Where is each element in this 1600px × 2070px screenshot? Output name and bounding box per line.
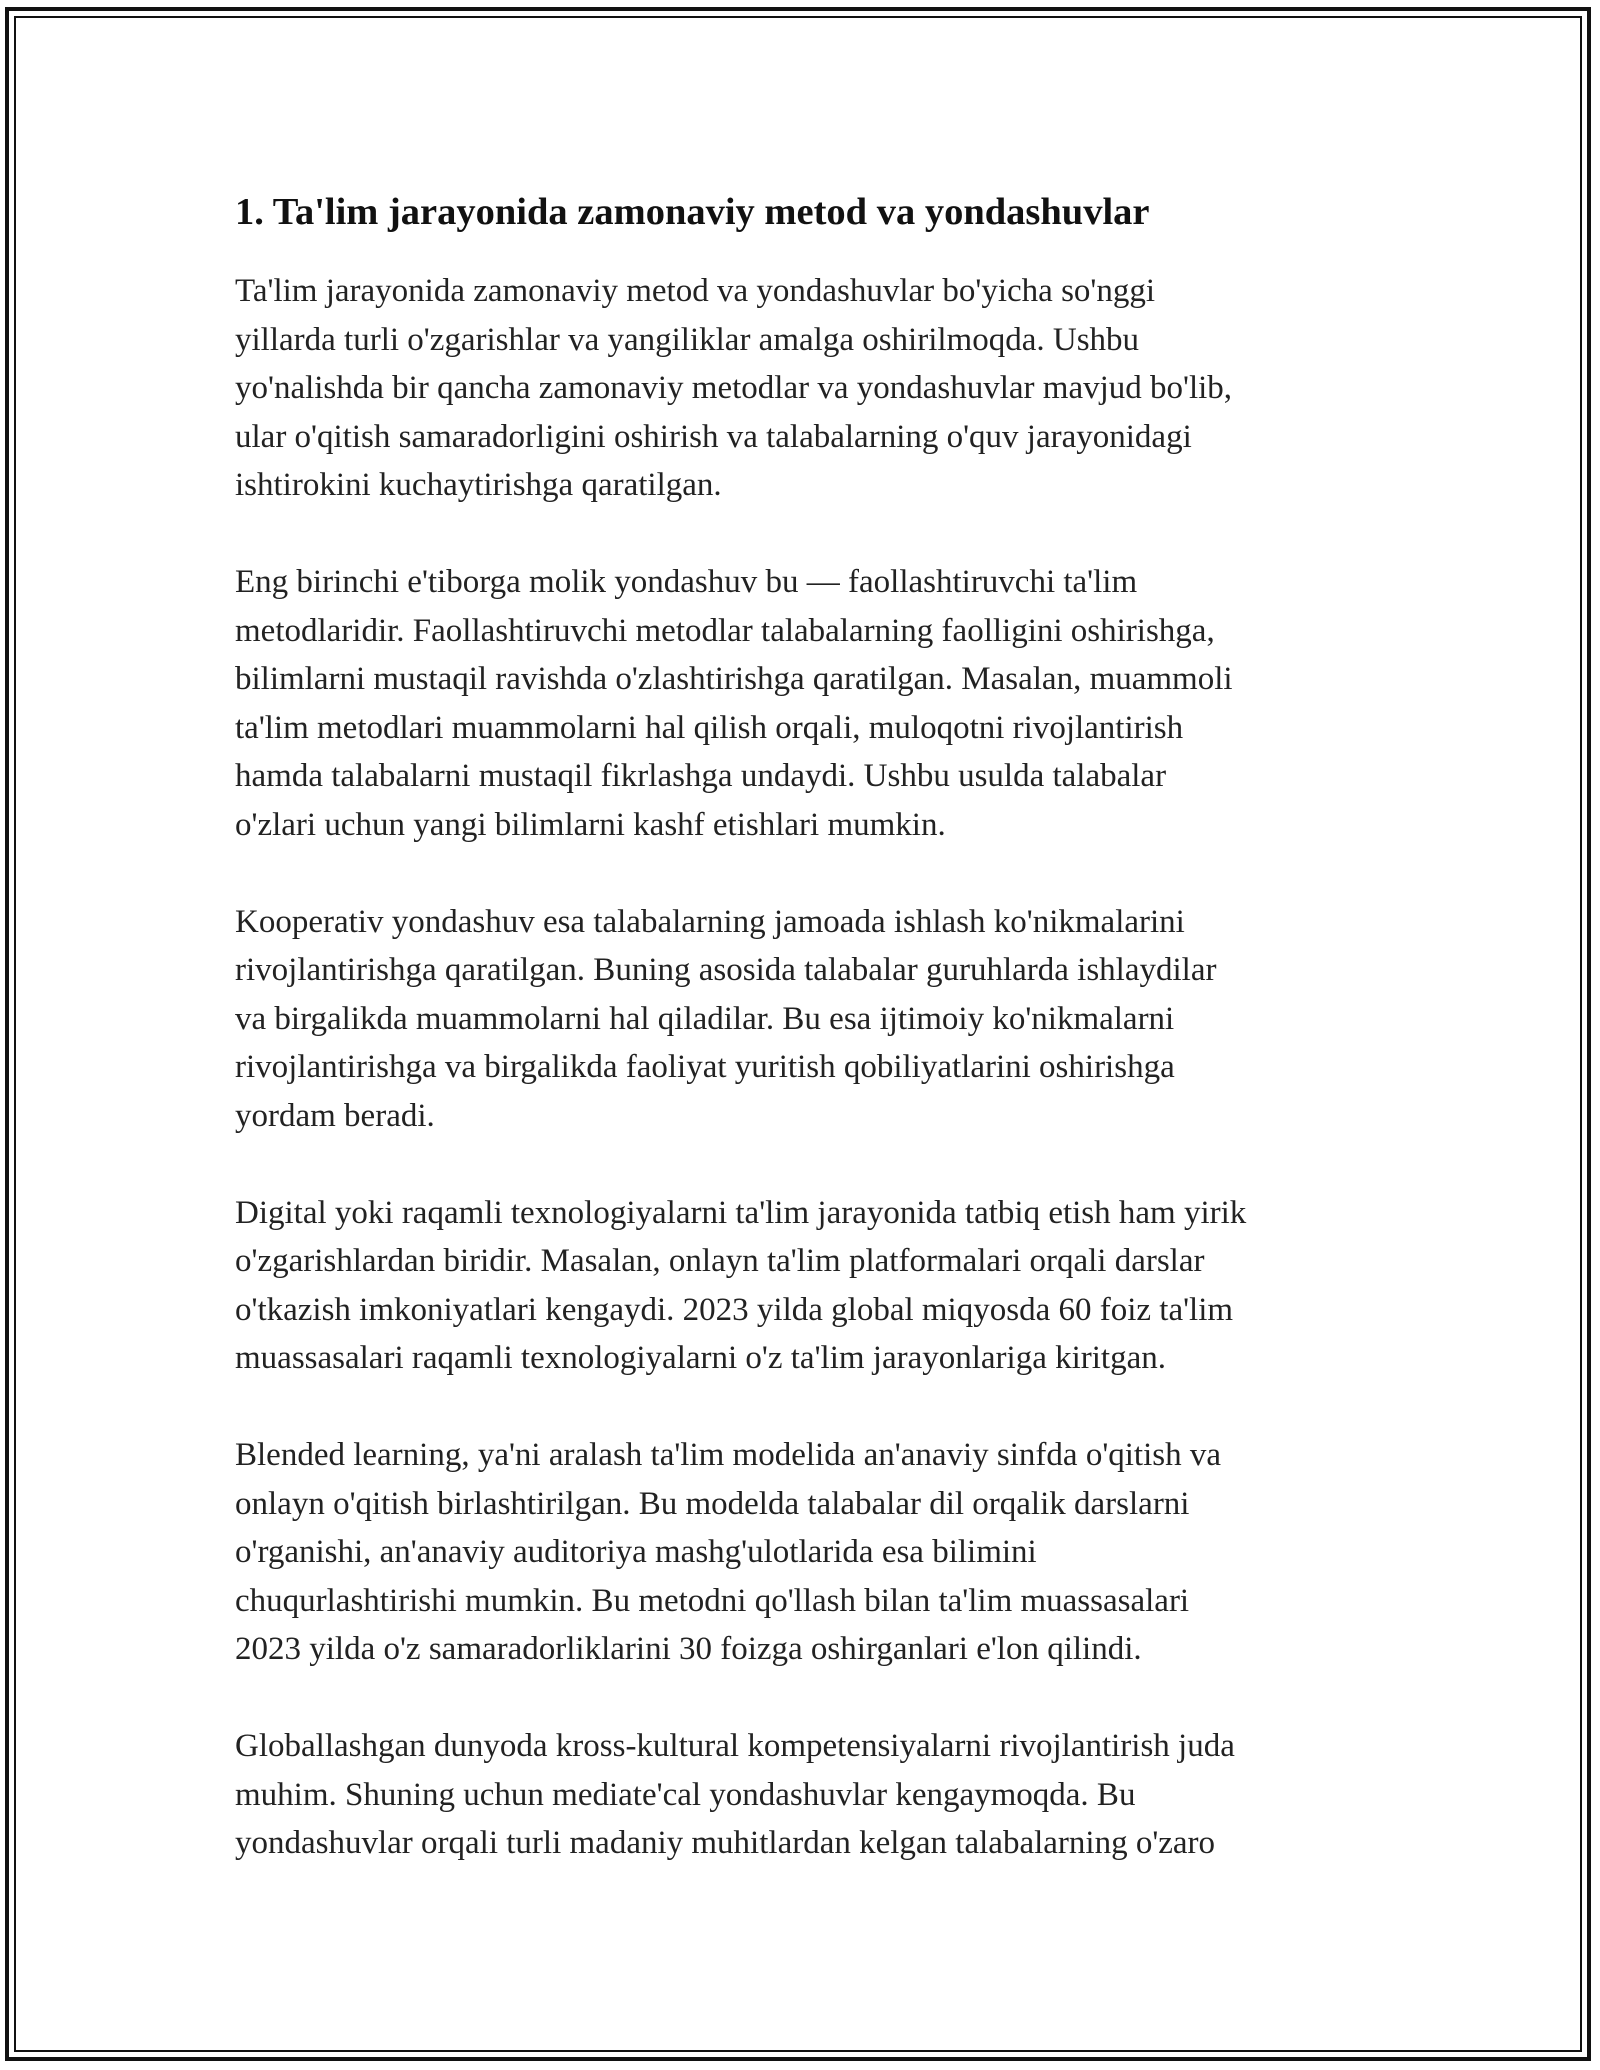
paragraph-line: o'rganishi, an'anaviy auditoriya mashg'ulotlarida esa bilimini xyxy=(235,1534,1037,1570)
paragraph-line: metodlaridir. Faollashtiruvchi metodlar talabalarning faolligini oshirishga, xyxy=(235,612,1215,649)
paragraph-line: o'zgarishlardan biridir. Masalan, onlayn ta'lim platformalari orqali darslar xyxy=(235,1243,1205,1279)
paragraph-line: o'tkazish imkoniyatlari kengaydi. 2023 yilda global miqyosda 60 foiz ta'lim xyxy=(235,1291,1234,1328)
body-paragraph xyxy=(235,267,1365,510)
paragraph-line: hamda talabalarni mustaqil fikrlashga undaydi. Ushbu usulda talabalar xyxy=(235,758,1167,794)
paragraph-line: ta'lim metodlari muammolarni hal qilish orqali, muloqotni rivojlantirish xyxy=(235,709,1184,746)
paragraph-line: chuqurlashtirishi mumkin. Bu metodni qo'llash bilan ta'lim muassasalari xyxy=(235,1582,1190,1619)
paragraph-line: Kooperativ yondashuv esa talabalarning jamoada ishlash ko'nikmalarini xyxy=(235,903,1185,940)
paragraph-line: rivojlantirishga va birgalikda faoliyat yuritish qobiliyatlarini oshirishga xyxy=(235,1049,1175,1085)
paragraph-line: va birgalikda muammolarni hal qiladilar. Bu esa ijtimoiy ko'nikmalarni xyxy=(235,1000,1175,1037)
paragraph-line: muhim. Shuning uchun mediate'cal yondashuvlar kengaymoqda. Bu xyxy=(235,1776,1136,1813)
paragraph-line: Eng birinchi e'tiborga molik yondashuv bu — faollashtiruvchi ta'lim xyxy=(235,564,1138,600)
paragraph-line: Ta'lim jarayonida zamonaviy metod va yondashuvlar bo'yicha so'nggi xyxy=(235,273,1156,309)
paragraph-list xyxy=(235,267,1365,1868)
document-body xyxy=(235,186,1365,1916)
body-paragraph xyxy=(235,1722,1365,1868)
paragraph-line: muassasalari raqamli texnologiyalarni o'z ta'lim jarayonlariga kiritgan. xyxy=(235,1340,1166,1376)
paragraph-line: Globallashgan dunyoda kross-kultural kompetensiyalarni rivojlantirish juda xyxy=(235,1728,1235,1764)
paragraph-line: o'zlari uchun yangi bilimlarni kashf etishlari mumkin. xyxy=(235,806,946,843)
body-paragraph xyxy=(235,898,1365,1141)
section-heading: 1. Ta'lim jarayonida zamonaviy metod va yondashuvlar xyxy=(235,191,1150,233)
paragraph-line: ular o'qitish samaradorligini oshirish va talabalarning o'quv jarayonidagi xyxy=(235,418,1192,455)
paragraph-line: ishtirokini kuchaytirishga qaratilgan. xyxy=(235,467,722,503)
body-paragraph xyxy=(235,1189,1365,1383)
paragraph-line: yondashuvlar orqali turli madaniy muhitlardan kelgan talabalarning o'zaro xyxy=(235,1825,1216,1861)
paragraph-line: Digital yoki raqamli texnologiyalarni ta'lim jarayonida tatbiq etish ham yirik xyxy=(235,1194,1247,1231)
paragraph-line: yo'nalishda bir qancha zamonaviy metodlar va yondashuvlar mavjud bo'lib, xyxy=(235,370,1233,406)
paragraph-line: yordam beradi. xyxy=(235,1097,435,1134)
body-paragraph xyxy=(235,1431,1365,1674)
paragraph-line: bilimlarni mustaqil ravishda o'zlashtirishga qaratilgan. Masalan, muammoli xyxy=(235,661,1233,697)
paragraph-line: onlayn o'qitish birlashtirilgan. Bu modelda talabalar dil orqalik darslarni xyxy=(235,1485,1190,1522)
body-paragraph xyxy=(235,558,1365,849)
paragraph-line: Blended learning, ya'ni aralash ta'lim modelida an'anaviy sinfda o'qitish va xyxy=(235,1437,1222,1473)
paragraph-line: yillarda turli o'zgarishlar va yangiliklar amalga oshirilmoqda. Ushbu xyxy=(235,321,1140,358)
paragraph-line: rivojlantirishga qaratilgan. Buning asosida talabalar guruhlarda ishlaydilar xyxy=(235,952,1217,988)
paragraph-line: 2023 yilda o'z samaradorliklarini 30 foizga oshirganlari e'lon qilindi. xyxy=(235,1631,1142,1667)
